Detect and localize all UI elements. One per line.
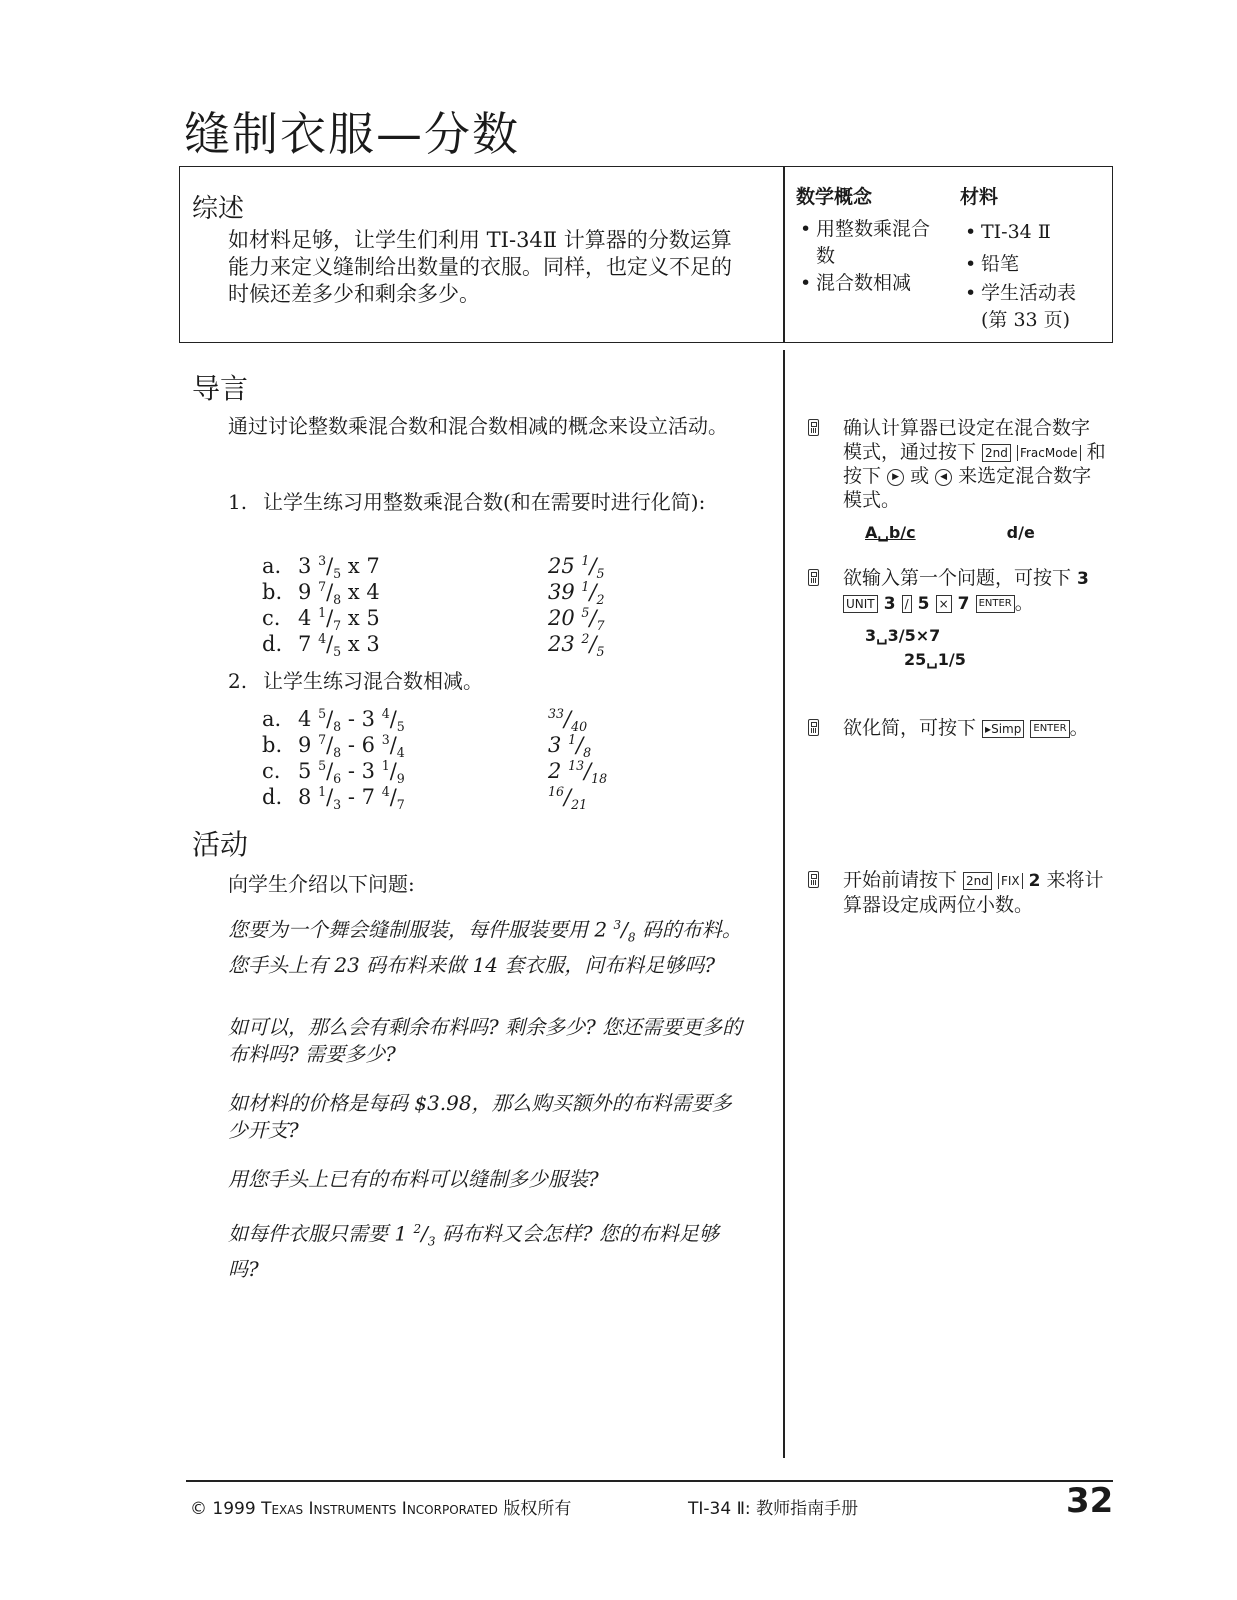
overview-heading: 综述 (192, 194, 245, 224)
subtract-row: d. 8 $^1/_3 - 7$ $^4/_7$ (262, 784, 405, 813)
note-simplify: 欲化简，可按下 ▸Simp ENTER 。 (808, 716, 1108, 740)
key-simp: ▸Simp (982, 720, 1024, 738)
concept-item: • 混合数相减 (800, 270, 940, 297)
key-fracmode: FracMode (1017, 445, 1081, 461)
key-enter: ENTER (976, 595, 1015, 613)
arrow-right-icon: ▶ (887, 469, 904, 486)
activity-paragraph-4: 用您手头上已有的布料可以缝制多少服装? (228, 1167, 599, 1191)
subtract-row: b. 9 $^7/_8 - 6$ $^3/_4$ (262, 732, 405, 761)
multiply-answer: 23 $^2/_5$ (548, 631, 605, 660)
multiply-answer: 39 $^1/_2$ (548, 579, 605, 608)
calculator-icon (808, 569, 819, 586)
footer-copyright: © 1999 Texas Instruments Incorporated 版权所有 (190, 1499, 572, 1519)
subtract-answer: $^{33}/_{40}$ (548, 706, 588, 735)
display-line-2: 25␣1/5 (904, 650, 966, 669)
key-unit: UNIT (843, 595, 878, 613)
subtract-answer: $^{16}/_{21}$ (548, 784, 588, 813)
key-enter: ENTER (1030, 720, 1069, 738)
materials-list (965, 216, 1105, 334)
item1-number: 1. (228, 490, 248, 514)
activity-paragraph-2: 如可以，那么会有剩余布料吗? 剩余多少? 您还需要更多的布料吗? 需要多少? (228, 1015, 743, 1066)
activity-heading: 活动 (192, 828, 249, 861)
item2-text: 让学生练习混合数相减。 (263, 669, 483, 693)
footer-rule (186, 1480, 1113, 1482)
overview-text: 如材料足够，让学生们利用 TI-34Ⅱ 计算器的分数运算能力来定义缝制给出数量的衣服。同样，也定义不足的时候还差多少和剩余多少。 (228, 228, 732, 306)
material-item: • 学生活动表 (第 33 页) (965, 280, 1105, 334)
overview-divider (783, 166, 785, 342)
multiply-row: d. 7 $^4/_5$ x 3 (262, 631, 380, 660)
multiply-answer: 20 $^5/_7$ (548, 605, 605, 634)
footer-book-title: TI-34 Ⅱ: 教师指南手册 (688, 1499, 859, 1519)
display-line-1: 3␣3/5×7 (865, 626, 941, 645)
activity-paragraph-5: 如每件衣服只需要 1 $^2/_3$ 码布料又会怎样? 您的布料足够吗? (228, 1221, 719, 1281)
activity-lead: 向学生介绍以下问题: (228, 872, 415, 896)
activity-paragraph-1: 您要为一个舞会缝制服装，每件服装要用 2 $^3/_8$ 码的布料。您手头上有 23 码布料来做 14 套衣服，问布料足够吗? (228, 917, 742, 977)
item1-text: 让学生练习用整数乘混合数(和在需要时进行化简): (263, 490, 706, 514)
multiply-row: b. 9 $^7/_8$ x 4 (262, 579, 380, 608)
key-2nd: 2nd (982, 444, 1011, 462)
materials-heading: 材料 (960, 186, 999, 208)
calculator-icon (808, 419, 819, 436)
page-title: 缝制衣服—分数 (184, 107, 520, 161)
note-fix: 开始前请按下 2nd FIX 2 来将计算器设定成两位小数。 (808, 868, 1108, 917)
calculator-icon (808, 719, 819, 736)
material-item: • 铅笔 (965, 248, 1105, 280)
page-number: 32 (1066, 1481, 1114, 1521)
subtract-row: a. 4 $^5/_8 - 3$ $^4/_5$ (262, 706, 405, 735)
material-item: • TI-34 Ⅱ (965, 216, 1105, 248)
subtract-answer: 3 $^1/_8$ (548, 732, 592, 761)
display-improper-option: d/e (1006, 523, 1035, 542)
key-2nd: 2nd (963, 872, 992, 890)
intro-heading: 导言 (192, 372, 249, 405)
activity-paragraph-3: 如材料的价格是每码 $3.98，那么购买额外的布料需要多少开支? (228, 1091, 732, 1142)
calculator-icon (808, 871, 819, 888)
concept-item: • 用整数乘混合数 (800, 216, 940, 270)
key-fix: FIX (998, 873, 1023, 889)
item2-number: 2. (228, 669, 248, 693)
subtract-answer: 2 $^{13}/_{18}$ (548, 758, 608, 787)
column-divider (783, 350, 785, 1458)
arrow-left-icon: ◀ (935, 469, 952, 486)
multiply-row: c. 4 $^1/_7$ x 5 (262, 605, 380, 634)
note-enter-problem: 欲输入第一个问题，可按下 3 UNIT 3 / 5 × 7 ENTER 。 3␣3/5×7 25␣1/5 (808, 566, 1108, 672)
key-multiply: × (936, 595, 952, 613)
concepts-heading: 数学概念 (796, 186, 873, 208)
subtract-row: c. 5 $^5/_6 - 3$ $^1/_9$ (262, 758, 405, 787)
multiply-answer: 25 $^1/_5$ (548, 553, 605, 582)
note-mixed-mode: 确认计算器已设定在混合数字模式，通过按下 2nd FracMode 和按下 ▶ 或 ◀ 来选定混合数字模式。 A␣b/c d/e (808, 416, 1108, 545)
intro-text: 通过讨论整数乘混合数和混合数相减的概念来设立活动。 (228, 414, 728, 438)
display-mixed-option: A␣b/c (865, 523, 916, 542)
key-divide: / (902, 595, 912, 613)
multiply-row: a. 3 $^3/_5$ x 7 (262, 553, 380, 582)
concepts-list (800, 216, 940, 297)
